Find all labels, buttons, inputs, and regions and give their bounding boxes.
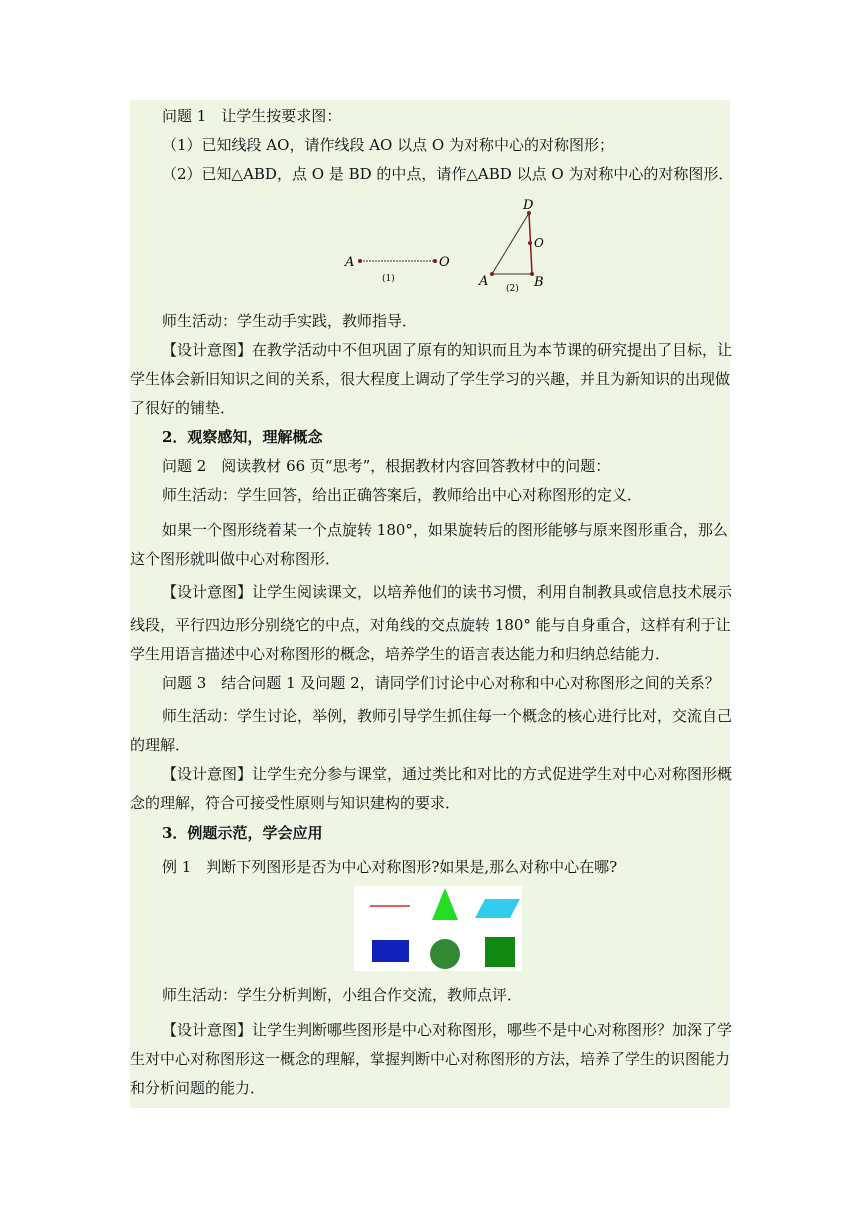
label-b: B xyxy=(534,275,544,290)
label-o2: O xyxy=(534,236,544,250)
design-intent-4-line-2: 生对中心对称图形这一概念的理解，掌握判断中心对称图形的方法，培养了学生的识图能力 xyxy=(130,1050,731,1068)
teacher-activity-2: 师生活动：学生回答，给出正确答案后，教师给出中心对称图形的定义． xyxy=(162,486,643,504)
caption-2: (2) xyxy=(506,284,519,294)
teacher-activity-1: 师生活动：学生动手实践，教师指导． xyxy=(162,312,418,330)
teacher-activity-3-line-2: 的理解． xyxy=(130,736,191,754)
question-2: 问题 2 阅读教材 66 页“思考”，根据教材内容回答教材中的问题： xyxy=(162,457,611,475)
design-intent-4-line-1: 【设计意图】让学生判断哪些图形是中心对称图形，哪些不是中心对称图形？加深了学 xyxy=(162,1021,733,1039)
blue-rectangle xyxy=(372,940,409,962)
example-shapes-image xyxy=(354,886,522,971)
figure-2-triangle-abd xyxy=(478,198,544,294)
teacher-activity-3-line-1: 师生活动：学生讨论，举例，教师引导学生抓住每一个概念的核心进行比对，交流自己 xyxy=(162,707,733,725)
label-d: D xyxy=(523,198,534,213)
design-intent-1-line-2: 学生体会新旧知识之间的关系，很大程度上调动了学生学习的兴趣，并且为新知识的出现做 xyxy=(130,370,731,388)
design-intent-2-line-1: 【设计意图】让学生阅读课文，以培养他们的读书习惯，利用自制教具或信息技术展示 xyxy=(162,583,733,601)
example-1: 例 1 判断下列图形是否为中心对称图形?如果是,那么对称中心在哪? xyxy=(162,858,618,876)
green-square xyxy=(485,937,515,967)
caption-1: (1) xyxy=(382,274,395,284)
design-intent-1-line-3: 了很好的铺垫． xyxy=(130,399,236,417)
definition-line-2: 这个图形就叫做中心对称图形． xyxy=(130,550,341,568)
definition-line-1: 如果一个图形绕着某一个点旋转 180°，如果旋转后的图形能够与原来图形重合，那么 xyxy=(162,521,728,539)
design-intent-2-line-2: 线段，平行四边形分别绕它的中点，对角线的交点旋转 180° 能与自身重合，这样有利于让 xyxy=(130,616,731,634)
label-a2: A xyxy=(479,274,489,289)
design-intent-4-line-3: 和分析问题的能力． xyxy=(130,1079,266,1097)
design-intent-1-line-1: 【设计意图】在教学活动中不但巩固了原有的知识而且为本节课的研究提出了目标，让 xyxy=(162,341,733,359)
design-intent-3-line-1: 【设计意图】让学生充分参与课堂，通过类比和对比的方式促进学生对中心对称图形概 xyxy=(162,765,733,783)
question-1-part-2: （2）已知△ABD，点 O 是 BD 的中点，请作△ABD 以点 O 为对称中心的对称图形． xyxy=(162,165,734,183)
question-1-part-1: （1）已知线段 AO，请作线段 AO 以点 O 为对称中心的对称图形； xyxy=(162,136,614,154)
question-3: 问题 3 结合问题 1 及问题 2，请同学们讨论中心对称和中心对称图形之间的关系？ xyxy=(162,674,720,692)
figure-1-segment-ao xyxy=(344,255,450,284)
section-3-heading: 3．例题示范，学会应用 xyxy=(162,824,323,842)
label-a: A xyxy=(345,255,355,270)
teacher-activity-4: 师生活动：学生分析判断，小组合作交流，教师点评． xyxy=(162,986,523,1004)
section-2-heading: 2．观察感知，理解概念 xyxy=(162,428,323,446)
question-1-title: 问题 1 让学生按要求图： xyxy=(162,107,342,125)
geometry-figures xyxy=(340,195,560,295)
label-o: O xyxy=(439,255,450,270)
design-intent-2-line-3: 学生用语言描述中心对称图形的概念，培养学生的语言表达能力和归纳总结能力． xyxy=(130,645,671,663)
green-circle xyxy=(430,939,460,969)
design-intent-3-line-2: 念的理解，符合可接受性原则与知识建构的要求． xyxy=(130,794,461,812)
